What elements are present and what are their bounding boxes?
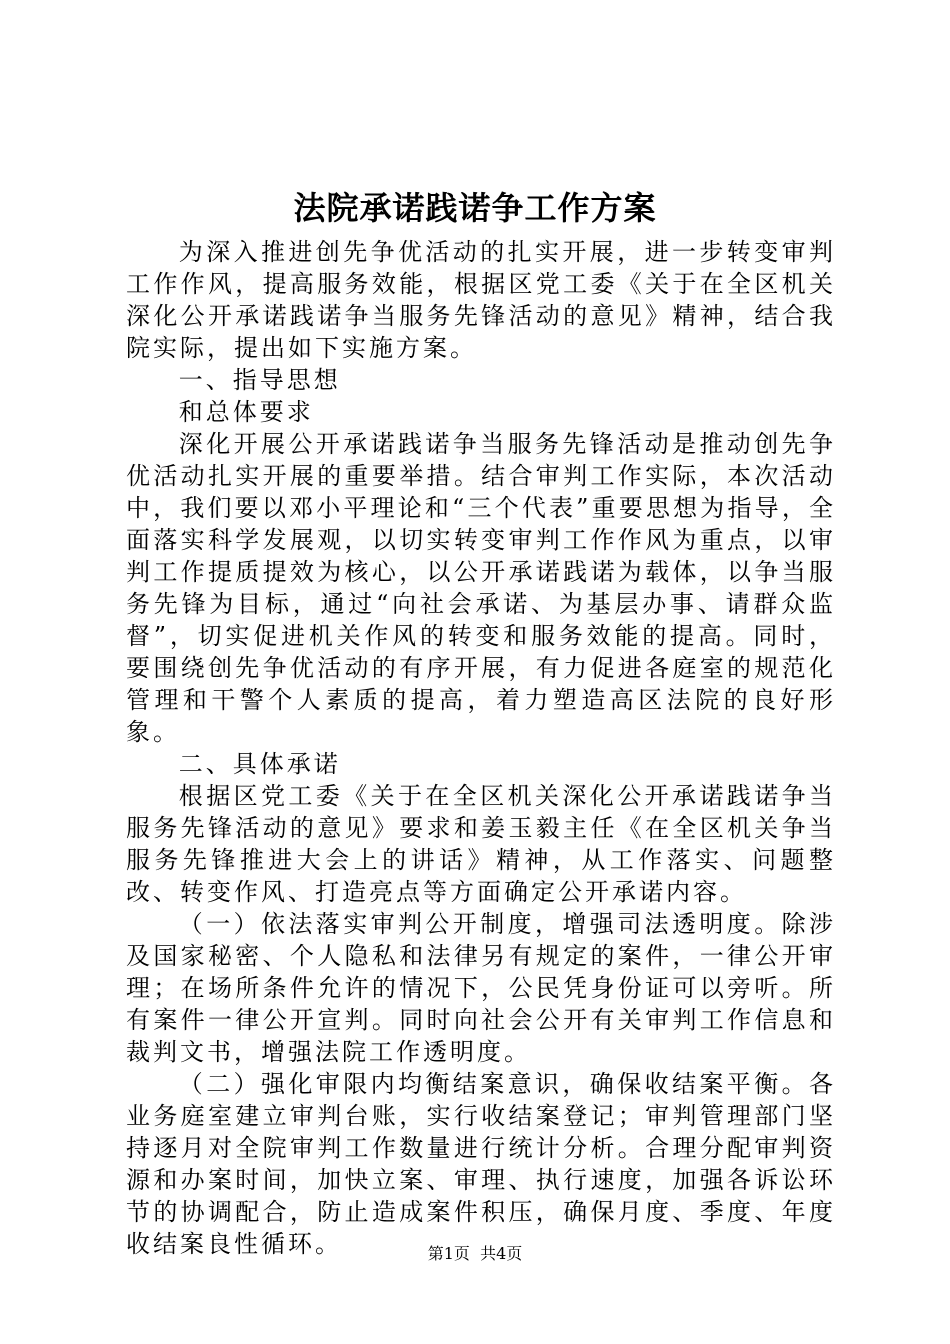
paragraph-guiding-thought: 深化开展公开承诺践诺争当服务先锋活动是推动创先争优活动扎实开展的重要举措。结合审判工作实际，本次活动中，我们要以邓小平理论和“三个代表”重要思想为指导，全面落实科学发展观，以切实转变审判工作作风为重点，以审判工作提质提效为核心，以公开承诺践诺为载体，以争当服务先锋为目标，通过“向社会承诺、为基层办事、请群众监督”，切实促进机关作风的转变和服务效能的提高。同时，要围绕创先争优活动的有序开展，有力促进各庭室的规范化管理和干警个人素质的提高，着力塑造高区法院的良好形象。	[126, 430, 836, 746]
paragraph-commitment-basis: 根据区党工委《关于在全区机关深化公开承诺践诺争当服务先锋活动的意见》要求和姜玉毅主任《在全区机关争当服务先锋推进大会上的讲话》精神，从工作落实、问题整改、转变作风、打造亮点等方面确定公开承诺内容。	[126, 782, 836, 906]
document-body	[126, 236, 836, 1260]
section-heading-guiding-thought: 一、指导思想	[178, 366, 341, 394]
page-footer	[0, 1243, 950, 1265]
paragraph-intro: 为深入推进创先争优活动的扎实开展，进一步转变审判工作作风，提高服务效能，根据区党工委《关于在全区机关深化公开承诺践诺争当服务先锋活动的意见》精神，结合我院实际，提出如下实施方案。	[126, 238, 836, 362]
page-total: 共4页	[480, 1244, 523, 1263]
page-number: 第1页	[427, 1244, 470, 1263]
section-heading-general-requirements: 和总体要求	[178, 398, 314, 426]
document-title: 法院承诺践诺争工作方案	[293, 189, 657, 227]
section-heading-specific-commitments: 二、具体承诺	[178, 750, 341, 778]
paragraph-commitment-2: （二）强化审限内均衡结案意识，确保收结案平衡。各业务庭室建立审判台账，实行收结案登记；审判管理部门坚持逐月对全院审判工作数量进行统计分析。合理分配审判资源和办案时间，加快立案、审理、执行速度，加强各诉讼环节的协调配合，防止造成案件积压，确保月度、季度、年度收结案良性循环。	[126, 1070, 836, 1258]
paragraph-commitment-1: （一）依法落实审判公开制度，增强司法透明度。除涉及国家秘密、个人隐私和法律另有规定的案件，一律公开审理；在场所条件允许的情况下，公民凭身份证可以旁听。所有案件一律公开宣判。同时向社会公开有关审判工作信息和裁判文书，增强法院工作透明度。	[126, 910, 836, 1066]
